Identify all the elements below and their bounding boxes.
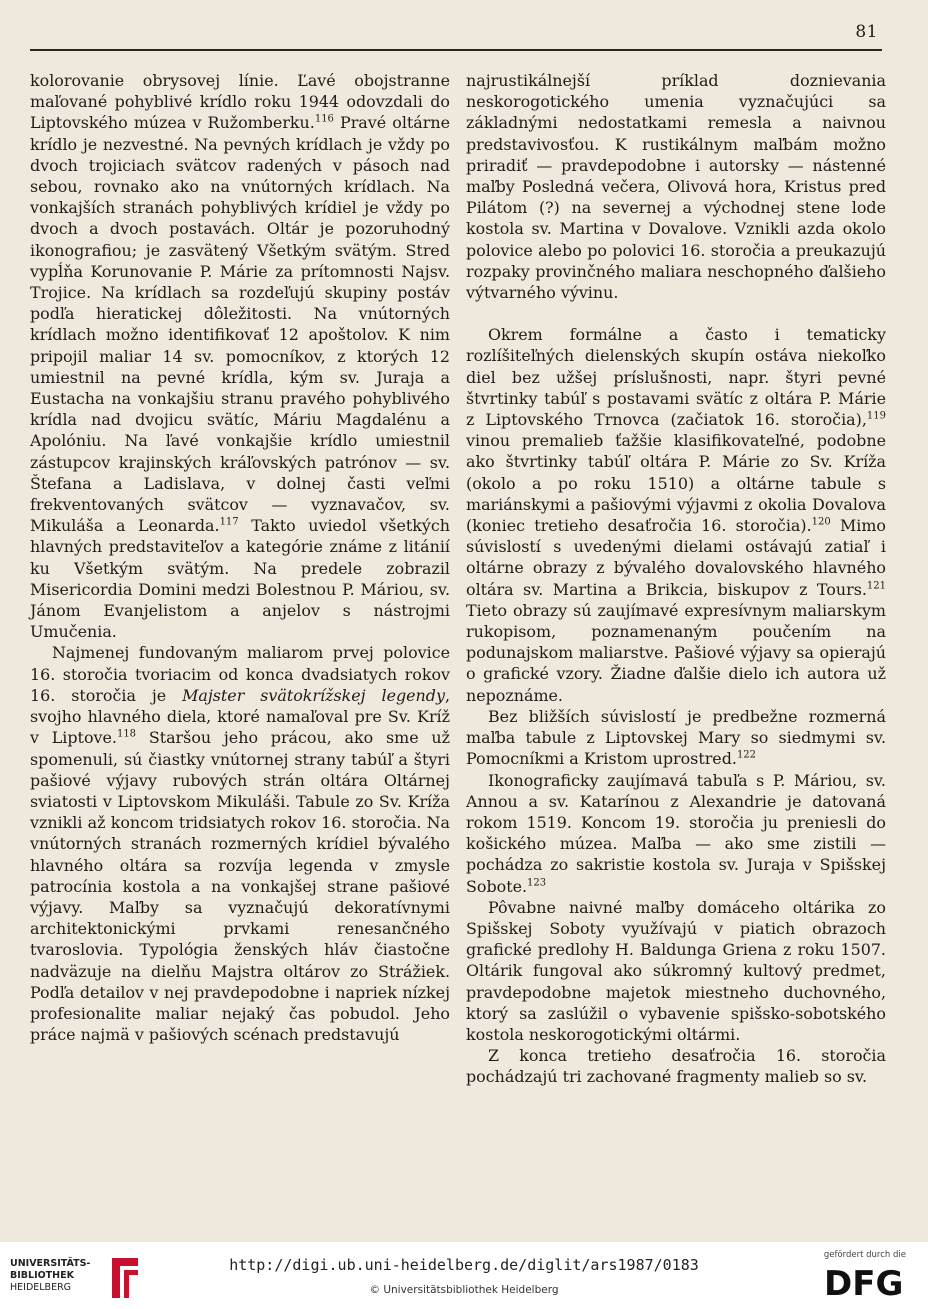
left-column xyxy=(30,70,450,1045)
copyright-notice: © Universitätsbibliothek Heidelberg xyxy=(369,1284,559,1296)
right-paragraph-2: Okrem formálne a často i tematicky rozlíšiteľných dielenských skupín ostáva niekoľko diel bez užšej príslušnosti, napr. štyri pevné štvrtinky tabúľ s postavami svätíc z oltára P. Márie z Liptovského Trnovca (začiatok 16. storočia),$^{119}$ vinou premalieb ťažšie klasifikovateľné, podobne ako štvrtinky tabúľ oltára P. Márie zo Sv. Kríža (okolo a po roku 1510) a oltárne tabule s mariánskymi a pašiovými výjavmi z okolia Dovalova (koniec tretieho desaťročia 16. storočia).$^{120}$ Mimo súvislostí s uvedenými dielami ostávajú zatiaľ i oltárne obrazy z bývalého dovalovského hlavného oltára sv. Martina a Brikcia, biskupov z Tours.$^{121}$ Tieto obrazy sú zaujímavé expresívnym maliarskym rukopisom, poznamenaným poučením na podunajskom maliarstve. Pašiové výjavy sa opierajú o grafické vzory. Žiadne ďalšie dielo ich autora už nepoznáme. xyxy=(466,325,886,705)
left-paragraph-1: kolorovanie obrysovej línie. Ľavé obojstranne maľované pohyblivé krídlo roku 1944 odovzdali do Liptovského múzea v Ružomberku.$^{116}$ Pravé oltárne krídlo je nezvestné. Na pevných krídlach je vždy po dvoch trojiciach svätcov radených v pásoch nad sebou, rovnako ako na vnútorných krídlach. Na vonkajších stranách pohyblivých krídiel je vždy po dvoch a dvoch postavách. Oltár je pozoruhodný ikonografiou; je zasvätený Všetkým svätým. Stred vypĺňa Korunovanie P. Márie za prítomnosti Najsv. Trojice. Na krídlach sa rozdeľujú skupiny postáv podľa hieratickej dôležitosti. Na vnútorných krídlach možno identifikovať 12 apoštolov. K nim pripojil maliar 14 sv. pomocníkov, z ktorých 12 umiestnil na pevné krídla, kým sv. Juraja a Eustacha na vonkajšiu stranu pravého pohyblivého krídla nad dvojicu svätíc, Máriu Magdalénu a Apolóniu. Na ľavé vonkajšie krídlo umiestnil zástupcov krajinských kráľovských patrónov — sv. Štefana a Ladislava, v dolnej časti veľmi frekventovaných svätcov — vyznavačov, sv. Mikuláša a Leonarda.$^{117}$ Takto uviedol všetkých hlavných predstaviteľov a kategórie známe z litánií ku Všetkým svätým. Na predele zobrazil Misericordia Domini medzi Bolestnou P. Máriou, sv. Jánom Evanjelistom a anjelov s nástrojmi Umučenia. xyxy=(30,71,450,642)
right-paragraph-6: Z konca tretieho desaťročia 16. storočia pochádzajú tri zachované fragmenty malieb so sv. xyxy=(466,1046,886,1087)
left-paragraph-2: Najmenej fundovaným maliarom prvej polovice 16. storočia tvoriacim od konca dvadsiatych rokov 16. storočia je Majster svätokrížskej legendy, svojho hlavného diela, ktoré namaľoval pre Sv. Kríž v Liptove.$^{118}$ Staršou jeho prácou, ako sme už spomenuli, sú čiastky vnútornej strany tabúľ a štyri pašiové výjavy rubových strán oltára Oltárnej sviatosti v Liptovskom Mikuláši. Tabule zo Sv. Kríža vznikli až koncom tridsiatych rokov 16. storočia. Na vnútorných stranách rozmerných krídiel bývalého hlavného oltára sa rozvíja legenda v zmysle patrocínia kostola a na vonkajšej strane pašiové výjavy. Maľby sa vyznačujú dekoratívnymi architektonickými prvkami renesančného tvaroslovia. Typológia ženských hláv čiastočne nadväzuje na dielňu Majstra oltárov zo Strážiek. Podľa detailov v nej pravdepodobne i napriek nízkej profesionalite maliar nejaký čas pobudol. Jeho práce najmä v pašiových scénach predstavujú xyxy=(30,643,451,1045)
right-paragraph-1: najrustikálnejší príklad doznievania neskorogotického umenia vyznačujúci sa základnými nedostatkami remesla a naivnou predstavivosťou. K rustikálnym maľbám možno priradiť — pravdepodobne i autorsky — nástenné maľby Posledná večera, Olivová hora, Kristus pred Pilátom (?) na severnej a východnej stene lode kostola sv. Martina v Dovalove. Vznikli azda okolo polovice alebo po polovici 16. storočia a preukazujú rozpaky provinčného maliara neschopného ďalšieho výtvarného vývinu. xyxy=(466,71,886,303)
funding-caption: gefördert durch die xyxy=(823,1250,906,1260)
right-paragraph-3: Bez bližších súvislostí je predbežne rozmerná maľba tabule z Liptovskej Mary so siedmymi sv. Pomocníkmi a Kristom uprostred.$^{122}$ xyxy=(466,706,886,769)
dfg-logo-icon[interactable] xyxy=(822,1264,914,1298)
right-column xyxy=(466,70,886,1088)
page-number: 81 xyxy=(855,22,878,42)
library-name-line3: HEIDELBERG xyxy=(10,1282,72,1293)
right-paragraph-4: Ikonograficky zaujímavá tabuľa s P. Máriou, sv. Annou a sv. Katarínou z Alexandrie je datovaná rokom 1519. Koncom 19. storočia ju preniesli do košického múzea. Maľba — ako sme zistili — pochádza zo sakristie kostola sv. Juraja v Spišskej Sobote.$^{123}$ xyxy=(466,770,886,896)
footer-bar xyxy=(0,1242,928,1309)
right-paragraph-5: Pôvabne naivné maľby domáceho oltárika zo Spišskej Soboty využívajú v piatich obrazoch grafické predlohy H. Baldunga Griena z roku 1507. Oltárik fungoval ako súkromný kultový predmet, pravdepodobne majetok miestneho duchovného, ktorý sa zaslúžil o vybavenie spišsko-sobotského kostola neskorogotickými oltármi. xyxy=(466,897,886,1044)
top-rule xyxy=(30,49,882,51)
library-name-line2: BIBLIOTHEK xyxy=(10,1270,74,1281)
source-url-link[interactable]: http://digi.ub.uni-heidelberg.de/diglit/ars1987/0183 xyxy=(229,1256,699,1274)
dfg-logo-text: DFG xyxy=(824,1264,904,1298)
library-name-line1: UNIVERSITÄTS- xyxy=(10,1258,91,1269)
